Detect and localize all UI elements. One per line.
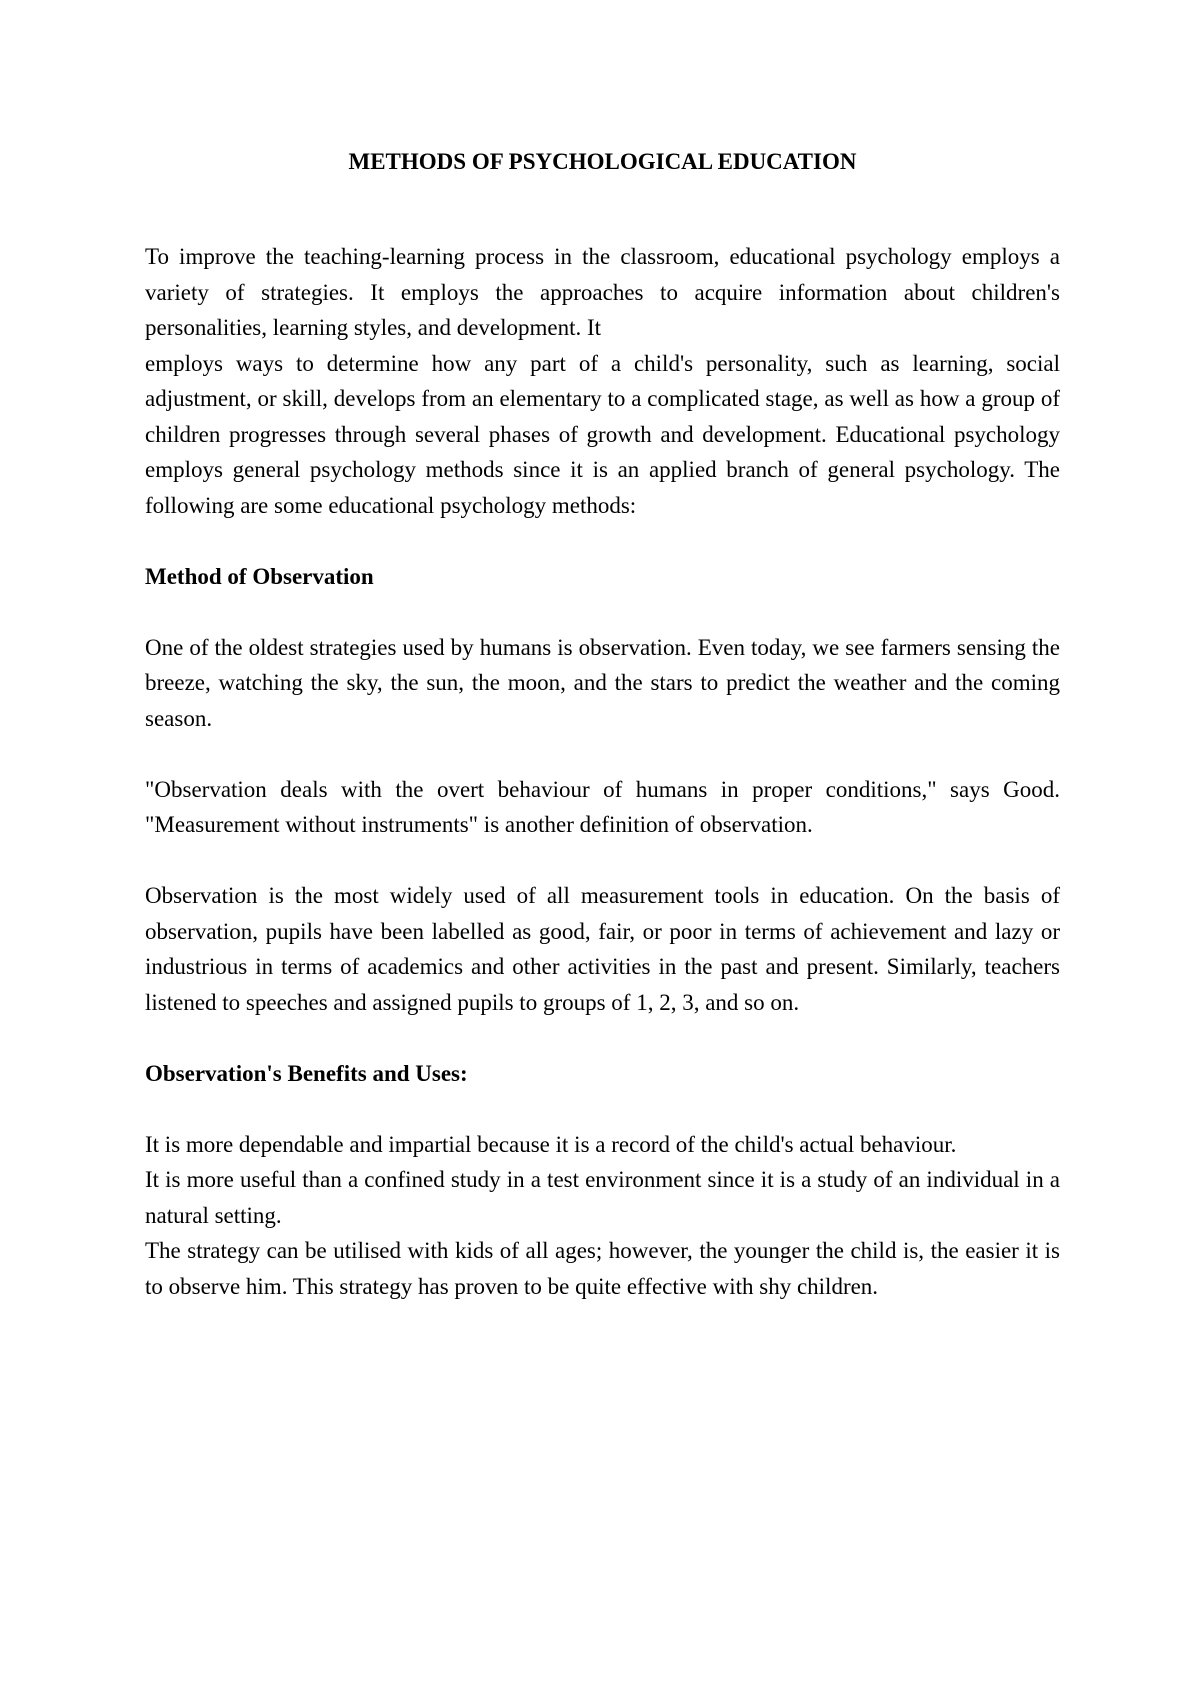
spacer: [145, 179, 1060, 239]
spacer: [145, 736, 1060, 772]
section-heading-benefits: Observation's Benefits and Uses:: [145, 1060, 468, 1086]
benefit-item-2: It is more useful than a confined study in a test environment since it is a study of an individual in a natural setting.: [145, 1167, 1060, 1228]
document-page: [145, 0, 1060, 1304]
section-heading-observation: Method of Observation: [145, 563, 374, 589]
observation-paragraph-1: One of the oldest strategies used by humans is observation. Even today, we see farmers sensing the breeze, watching the sky, the sun, the moon, and the stars to predict the weather and the coming season.: [145, 634, 1060, 731]
spacer: [145, 594, 1060, 630]
spacer: [145, 523, 1060, 559]
document-title: METHODS OF PSYCHOLOGICAL EDUCATION: [348, 149, 857, 174]
spacer: [145, 1020, 1060, 1056]
spacer: [145, 1091, 1060, 1127]
intro-paragraph-2: employs ways to determine how any part of a child's personality, such as learning, social adjustment, or skill, develops from an elementary to a complicated stage, as well as how a group of children progresses through several phases of growth and development. Educational psychology employs general psychology methods since it is an applied branch of general psychology. The following are some educational psychology methods:: [145, 350, 1060, 518]
observation-paragraph-3: Observation is the most widely used of all measurement tools in education. On the basis of observation, pupils have been labelled as good, fair, or poor in terms of achievement and lazy or industrious in terms of academics and other activities in the past and present. Similarly, teachers listened to speeches and assigned pupils to groups of 1, 2, 3, and so on.: [145, 883, 1060, 1015]
observation-paragraph-2: "Observation deals with the overt behaviour of humans in proper conditions," says Good. "Measurement without instruments" is another definition of observation.: [145, 776, 1060, 837]
benefit-item-1: It is more dependable and impartial because it is a record of the child's actual behaviour.: [145, 1131, 957, 1157]
spacer: [145, 843, 1060, 879]
benefit-item-3: The strategy can be utilised with kids of all ages; however, the younger the child is, the easier it is to observe him. This strategy has proven to be quite effective with shy children.: [145, 1238, 1060, 1299]
intro-paragraph-1: To improve the teaching-learning process in the classroom, educational psychology employs a variety of strategies. It employs the approaches to acquire information about children's personalities, learning styles, and development. It: [145, 244, 1060, 340]
